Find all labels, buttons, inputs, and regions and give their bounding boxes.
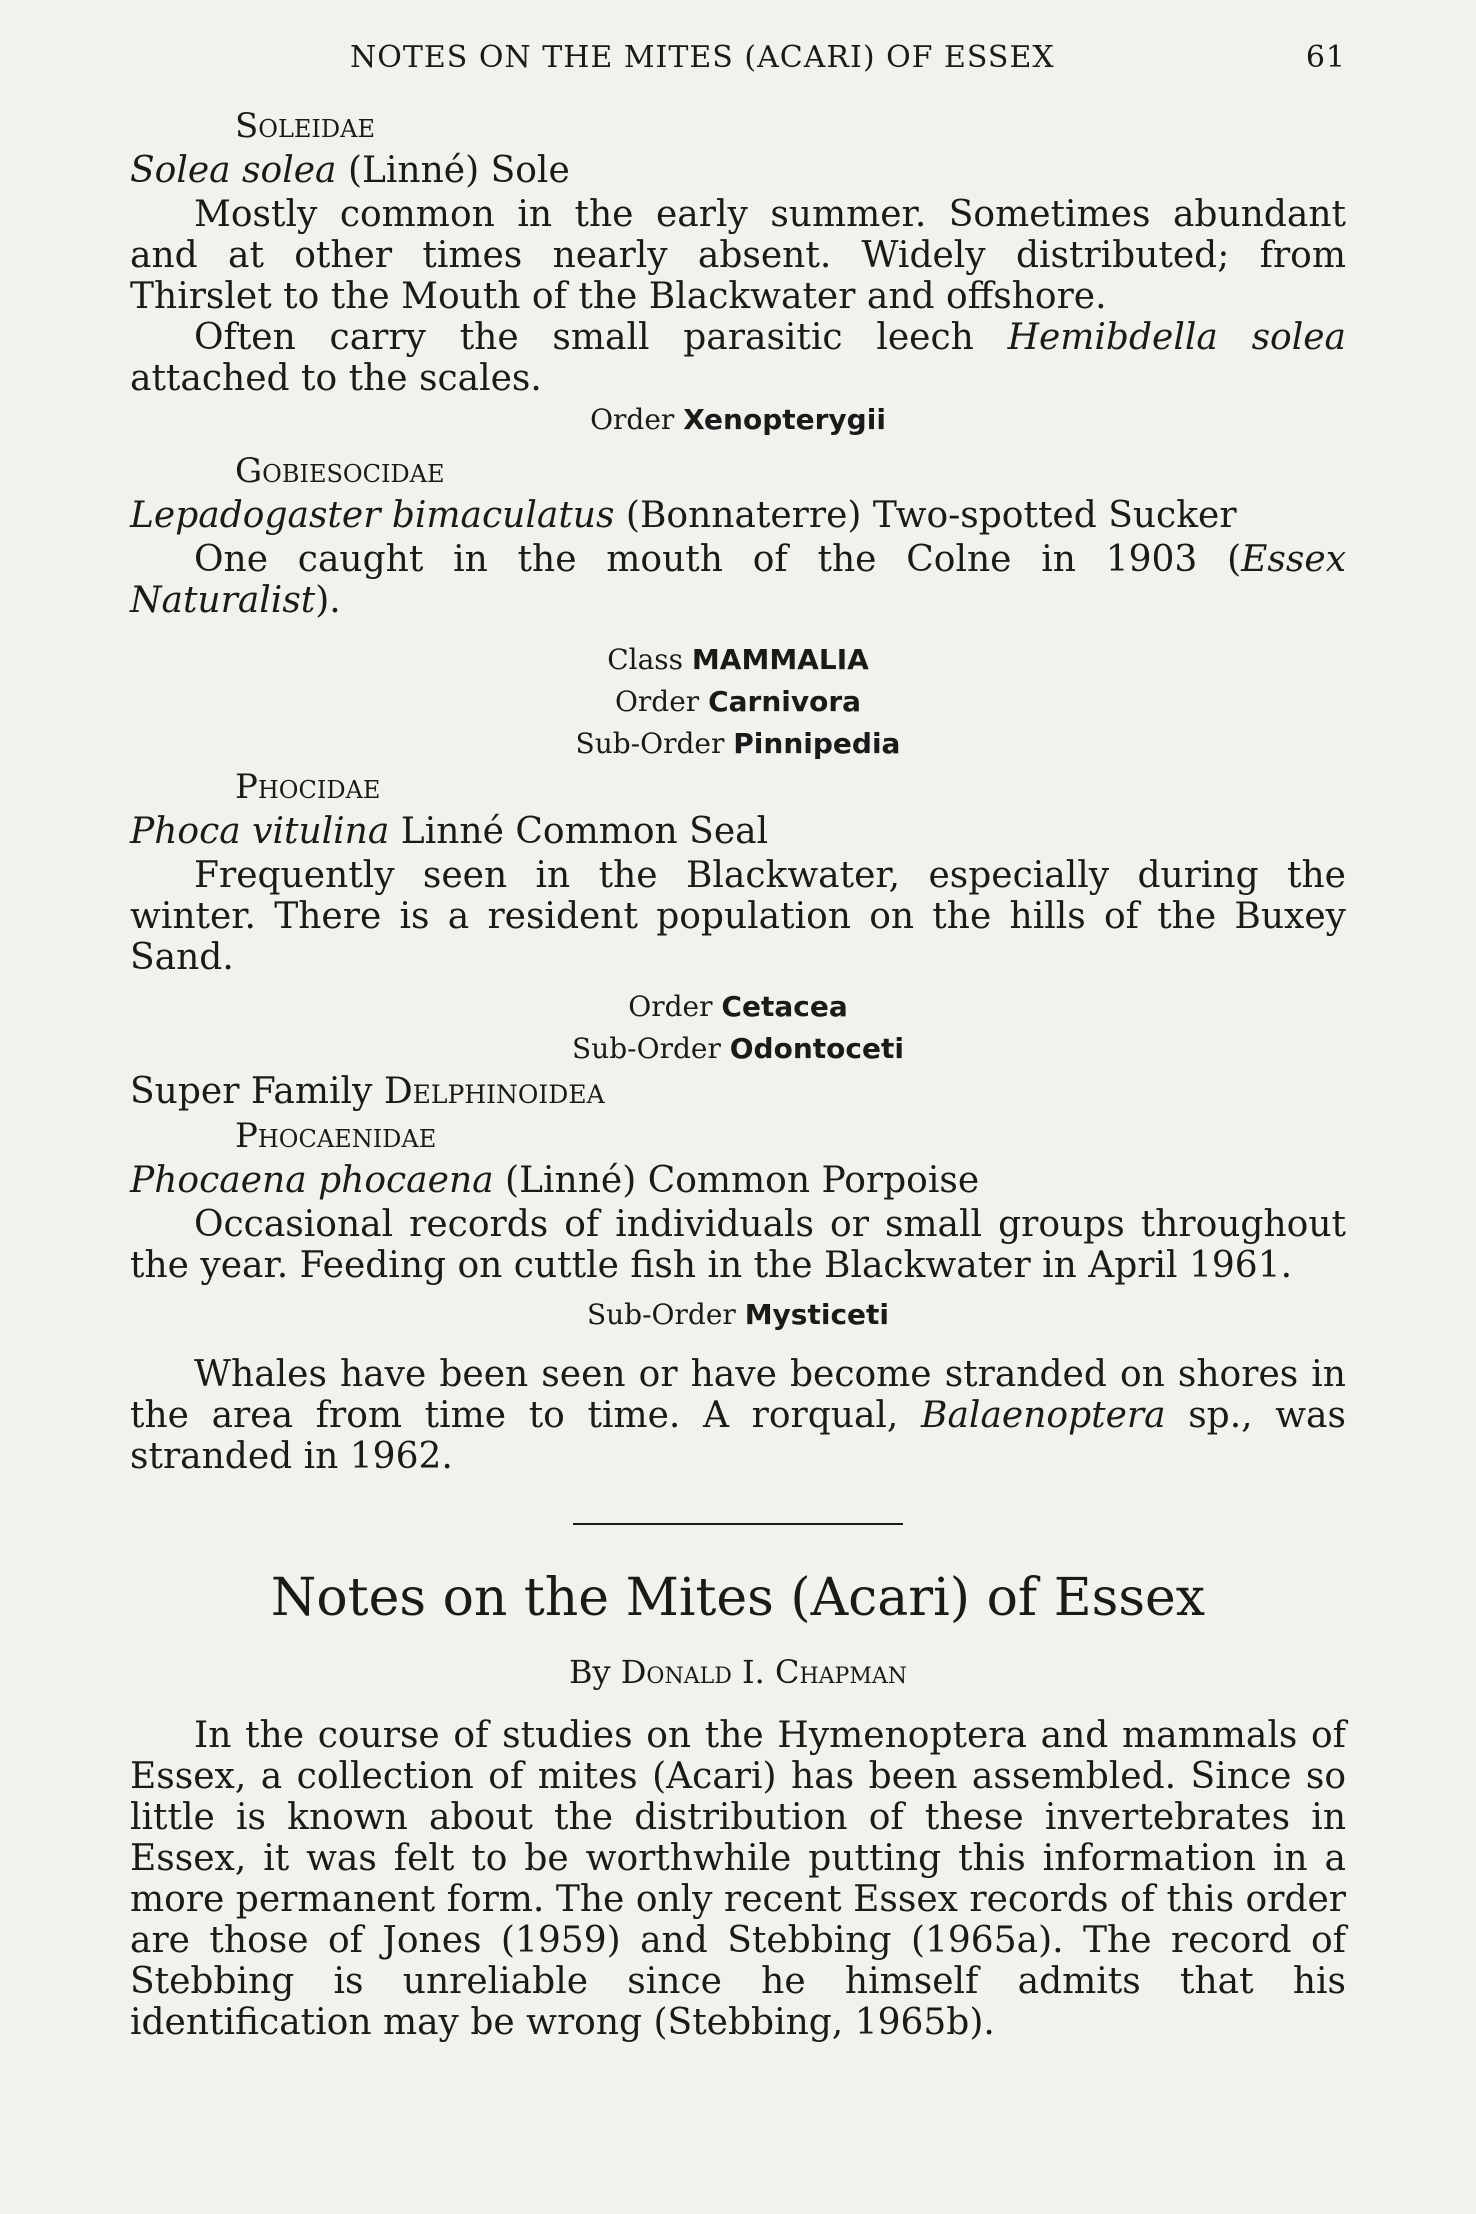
- species-author: Linné: [400, 811, 504, 852]
- rank-name: Carnivora: [708, 685, 862, 718]
- species-author: (Linné): [347, 150, 480, 191]
- paragraph-article-intro: In the course of studies on the Hymenoptera and mammals of Essex, a collection of mites (Acari) has been assembled. Since so little is known about the distribution of these invertebrates in Essex, it was felt to be worthwhile putting this information in a more permanent form. The only recent Essex records of this order are those of Jones (1959) and Stebbing (1965a). The record of Stebbing is unreliable since he himself admits that his identification may be wrong (Stebbing, 1965b).: [130, 1715, 1346, 2043]
- paragraph-sole-leech: [130, 317, 1346, 399]
- author-name: Donald I. Chapman: [620, 1653, 908, 1691]
- species-common-name: Two-spotted Sucker: [872, 495, 1237, 536]
- paragraph-seal-record: Frequently seen in the Blackwater, especially during the winter. There is a resident population on the hills of the Buxey Sand.: [130, 855, 1346, 978]
- page-number: 61: [1305, 40, 1346, 75]
- source-citation: Essex Naturalist: [130, 539, 1346, 621]
- species-author: (Linné): [505, 1160, 637, 1201]
- running-header: [130, 40, 1346, 96]
- order-heading-cetacea: [130, 986, 1346, 1028]
- species-common-name: Common Seal: [515, 811, 769, 852]
- text-run: sp., was stranded in 1962.: [130, 1395, 1346, 1477]
- species-scientific-name: Phocaena phocaena: [130, 1160, 494, 1201]
- paragraph-whales-record: [130, 1354, 1346, 1477]
- rank-label: Order: [628, 990, 713, 1023]
- rorqual-scientific-name: Balaenoptera: [921, 1395, 1166, 1436]
- rank-label: Sub-Order: [575, 727, 725, 760]
- class-heading-mammalia: [130, 639, 1346, 681]
- species-line-porpoise: [130, 1158, 1346, 1204]
- species-line-sole: [130, 148, 1346, 194]
- suborder-heading-pinnipedia: [130, 723, 1346, 765]
- article-title: Notes on the Mites (Acari) of Essex: [270, 1568, 1206, 1628]
- species-line-sucker: [130, 493, 1346, 539]
- order-heading-carnivora: [130, 681, 1346, 723]
- species-scientific-name: Lepadogaster bimaculatus: [130, 495, 615, 536]
- page: [130, 40, 1346, 2043]
- species-common-name: Common Porpoise: [647, 1160, 980, 1201]
- suborder-heading-odontoceti: [130, 1028, 1346, 1070]
- rank-name: MAMMALIA: [691, 643, 869, 676]
- rank-label: Sub-Order: [586, 1298, 736, 1331]
- species-line-seal: [130, 809, 1346, 855]
- rank-label: Sub-Order: [572, 1032, 721, 1065]
- text-run: attached to the scales.: [130, 358, 542, 399]
- byline-prefix: By: [568, 1653, 611, 1691]
- text-run: Often carry the small parasitic leech: [194, 317, 1008, 358]
- running-title: NOTES ON THE MITES (ACARI) OF ESSEX: [350, 40, 1055, 75]
- family-heading-gobiesocidae: Gobiesocidae: [235, 451, 445, 491]
- species-common-name: Sole: [490, 150, 570, 191]
- paragraph-porpoise-record: Occasional records of individuals or small groups throughout the year. Feeding on cuttle fish in the Blackwater in April 1961.: [130, 1204, 1346, 1286]
- species-scientific-name: Phoca vitulina: [130, 811, 390, 852]
- rank-name: Odontoceti: [729, 1032, 904, 1065]
- family-heading-soleidae: Soleidae: [235, 106, 375, 146]
- rank-name: Xenopterygii: [683, 403, 886, 436]
- text-run: ).: [315, 580, 341, 621]
- leech-scientific-name: Hemibdella solea: [1007, 317, 1347, 358]
- species-author: (Bonnaterre): [625, 495, 862, 536]
- superfamily-heading-delphinoidea: [130, 1070, 1346, 1114]
- section-divider: [573, 1523, 903, 1525]
- text-run: Whales have been seen or have become stranded on shores in the area from time to time. A rorqual,: [130, 1354, 1346, 1436]
- family-heading-phocidae: Phocidae: [235, 767, 381, 807]
- text-run: One caught in the mouth of the Colne in 1903 (: [194, 539, 1242, 580]
- paragraph-sole-distribution: Mostly common in the early summer. Sometimes abundant and at other times nearly absent. Widely distributed; from Thirslet to the Mouth of the Blackwater and offshore.: [130, 194, 1346, 317]
- species-scientific-name: Solea solea: [130, 150, 337, 191]
- paragraph-sucker-record: [130, 539, 1346, 621]
- rank-name: Cetacea: [721, 990, 848, 1023]
- rank-name: Delphinoidea: [383, 1071, 605, 1112]
- rank-name: Mysticeti: [744, 1298, 890, 1331]
- rank-name: Pinnipedia: [733, 727, 901, 760]
- suborder-heading-mysticeti: [130, 1294, 1346, 1336]
- order-heading-xenopterygii: [130, 399, 1346, 441]
- article-byline: [130, 1647, 1346, 1697]
- rank-label: Order: [614, 685, 700, 718]
- rank-label: Order: [590, 403, 675, 436]
- family-heading-phocaenidae: Phocaenidae: [235, 1116, 437, 1156]
- rank-label: Class: [607, 643, 684, 676]
- rank-label: Super Family: [130, 1071, 373, 1112]
